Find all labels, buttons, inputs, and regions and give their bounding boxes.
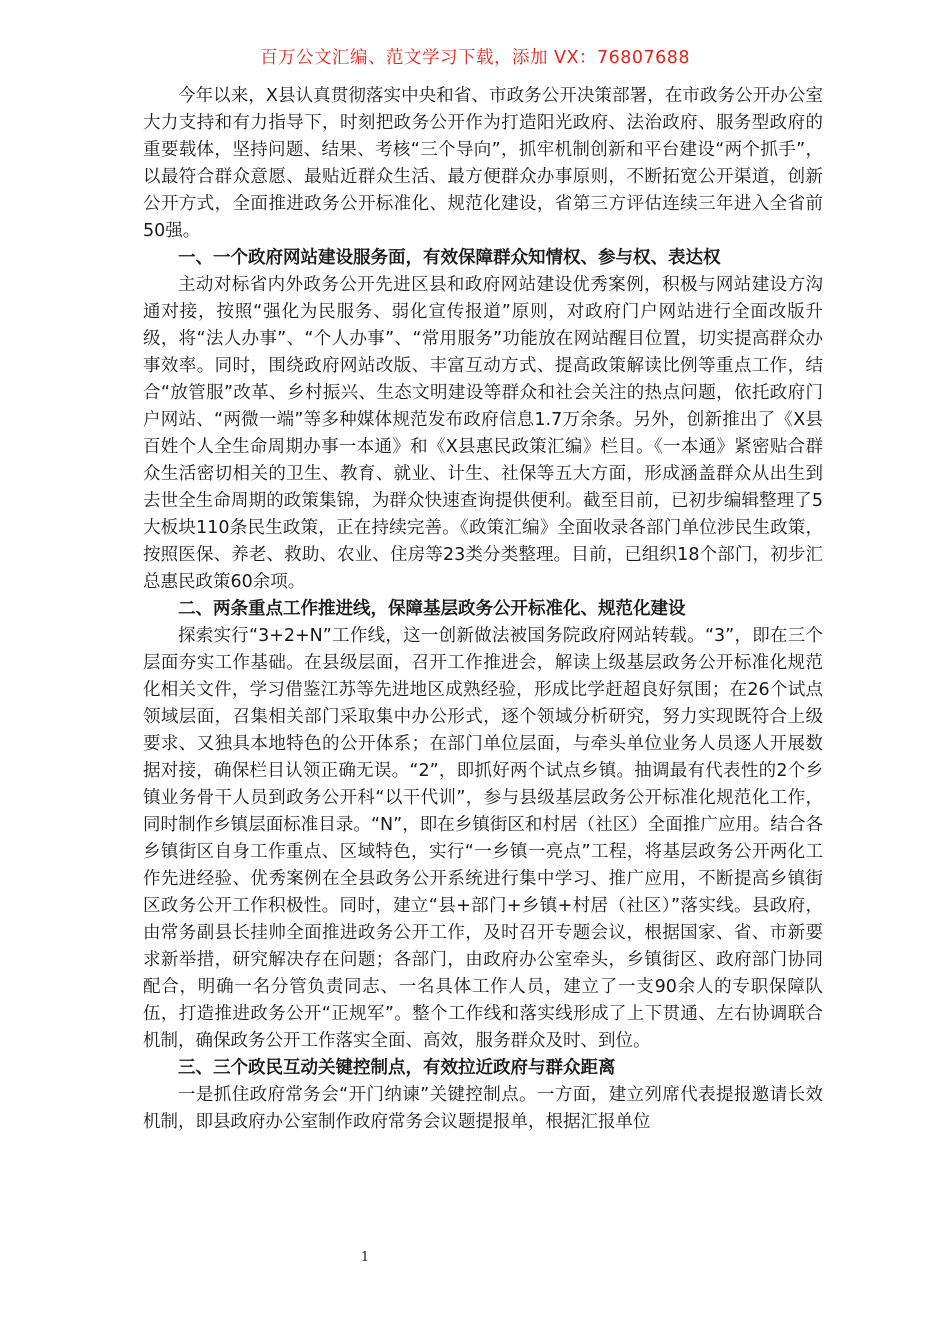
- section-heading-3: 三、三个政民互动关键控制点，有效拉近政府与群众距离: [178, 1058, 616, 1078]
- page-number: 1: [360, 1250, 370, 1265]
- section-heading-2: 二、两条重点工作推进线，保障基层政务公开标准化、规范化建设: [178, 599, 686, 619]
- promo-banner: 百万公文汇编、范文学习下载，添加 VX：76807688: [259, 48, 691, 68]
- intro-paragraph: 今年以来，X县认真贯彻落实中央和省、市政务公开决策部署，在市政务公开办公室大力支持和有力指导下，时刻把政务公开作为打造阳光政府、法治政府、服务型政府的重要载体，坚持问题、结果、考核“三个导向”，抓牢机制创新和平台建设“两个抓手”，以最符合群众意愿、最贴近群众生活、最方便群众办事原则，不断拓宽公开渠道，创新公开方式，全面推进政务公开标准化、规范化建设，省第三方评估连续三年进入全省前50强。: [143, 86, 823, 241]
- section-3-paragraph: 一是抓住政府常务会“开门纳谏”关键控制点。一方面，建立列席代表提报邀请长效机制，即县政府办公室制作政府常务会议题提报单，根据汇报单位: [143, 1085, 823, 1132]
- section-2-paragraph: 探索实行“3+2+N”工作线，这一创新做法被国务院政府网站转载。“3”，即在三个层面夯实工作基础。在县级层面，召开工作推进会，解读上级基层政务公开标准化规范化相关文件，学习借鉴江苏等先进地区成熟经验，形成比学赶超良好氛围；在26个试点领域层面，召集相关部门采取集中办公形式，逐个领域分析研究，努力实现既符合上级要求、又独具本地特色的公开体系；在部门单位层面，与牵头单位业务人员逐人开展数据对接，确保栏目认领正确无误。“2”，即抓好两个试点乡镇。抽调最有代表性的2个乡镇业务骨干人员到政务公开科“以干代训”，参与县级基层政务公开标准化规范化工作，同时制作乡镇层面标准目录。“N”，即在乡镇街区和村居（社区）全面推广应用。结合各乡镇街区自身工作重点、区域特色，实行“一乡镇一亮点”工程，将基层政务公开两化工作先进经验、优秀案例在全县政务公开系统进行集中学习、推广应用，不断提高乡镇街区政务公开工作积极性。同时，建立“县+部门+乡镇+村居（社区）”落实线。县政府，由常务副县长挂帅全面推进政务公开工作，及时召开专题会议，根据国家、省、市新要求新举措，研究解决存在问题；各部门，由政府办公室牵头，乡镇街区、政府部门协同配合，明确一名分管负责同志、一名具体工作人员，建立了一支90余人的专职保障队伍，打造推进政务公开“正规军”。整个工作线和落实线形成了上下贯通、左右协调联合机制，确保政务公开工作落实全面、高效，服务群众及时、到位。: [143, 626, 823, 1051]
- document-body: [143, 83, 823, 1136]
- section-1-paragraph: 主动对标省内外政务公开先进区县和政府网站建设优秀案例，积极与网站建设方沟通对接，按照“强化为民服务、弱化宣传报道”原则，对政府门户网站进行全面改版升级，将“法人办事”、“个人办事”、“常用服务”功能放在网站醒目位置，切实提高群众办事效率。同时，围绕政府网站改版、丰富互动方式、提高政策解读比例等重点工作，结合“放管服”改革、乡村振兴、生态文明建设等群众和社会关注的热点问题，依托政府门户网站、“两微一端”等多种媒体规范发布政府信息1.7万余条。另外，创新推出了《X县百姓个人全生命周期办事一本通》和《X县惠民政策汇编》栏目。《一本通》紧密贴合群众生活密切相关的卫生、教育、就业、计生、社保等五大方面，形成涵盖群众从出生到去世全生命周期的政策集锦，为群众快速查询提供便利。截至目前，已初步编辑整理了5大板块110条民生政策，正在持续完善。《政策汇编》全面收录各部门单位涉民生政策，按照医保、养老、救助、农业、住房等23类分类整理。目前，已组织18个部门，初步汇总惠民政策60余项。: [143, 275, 823, 592]
- section-heading-1: 一、一个政府网站建设服务面，有效保障群众知情权、参与权、表达权: [178, 248, 721, 268]
